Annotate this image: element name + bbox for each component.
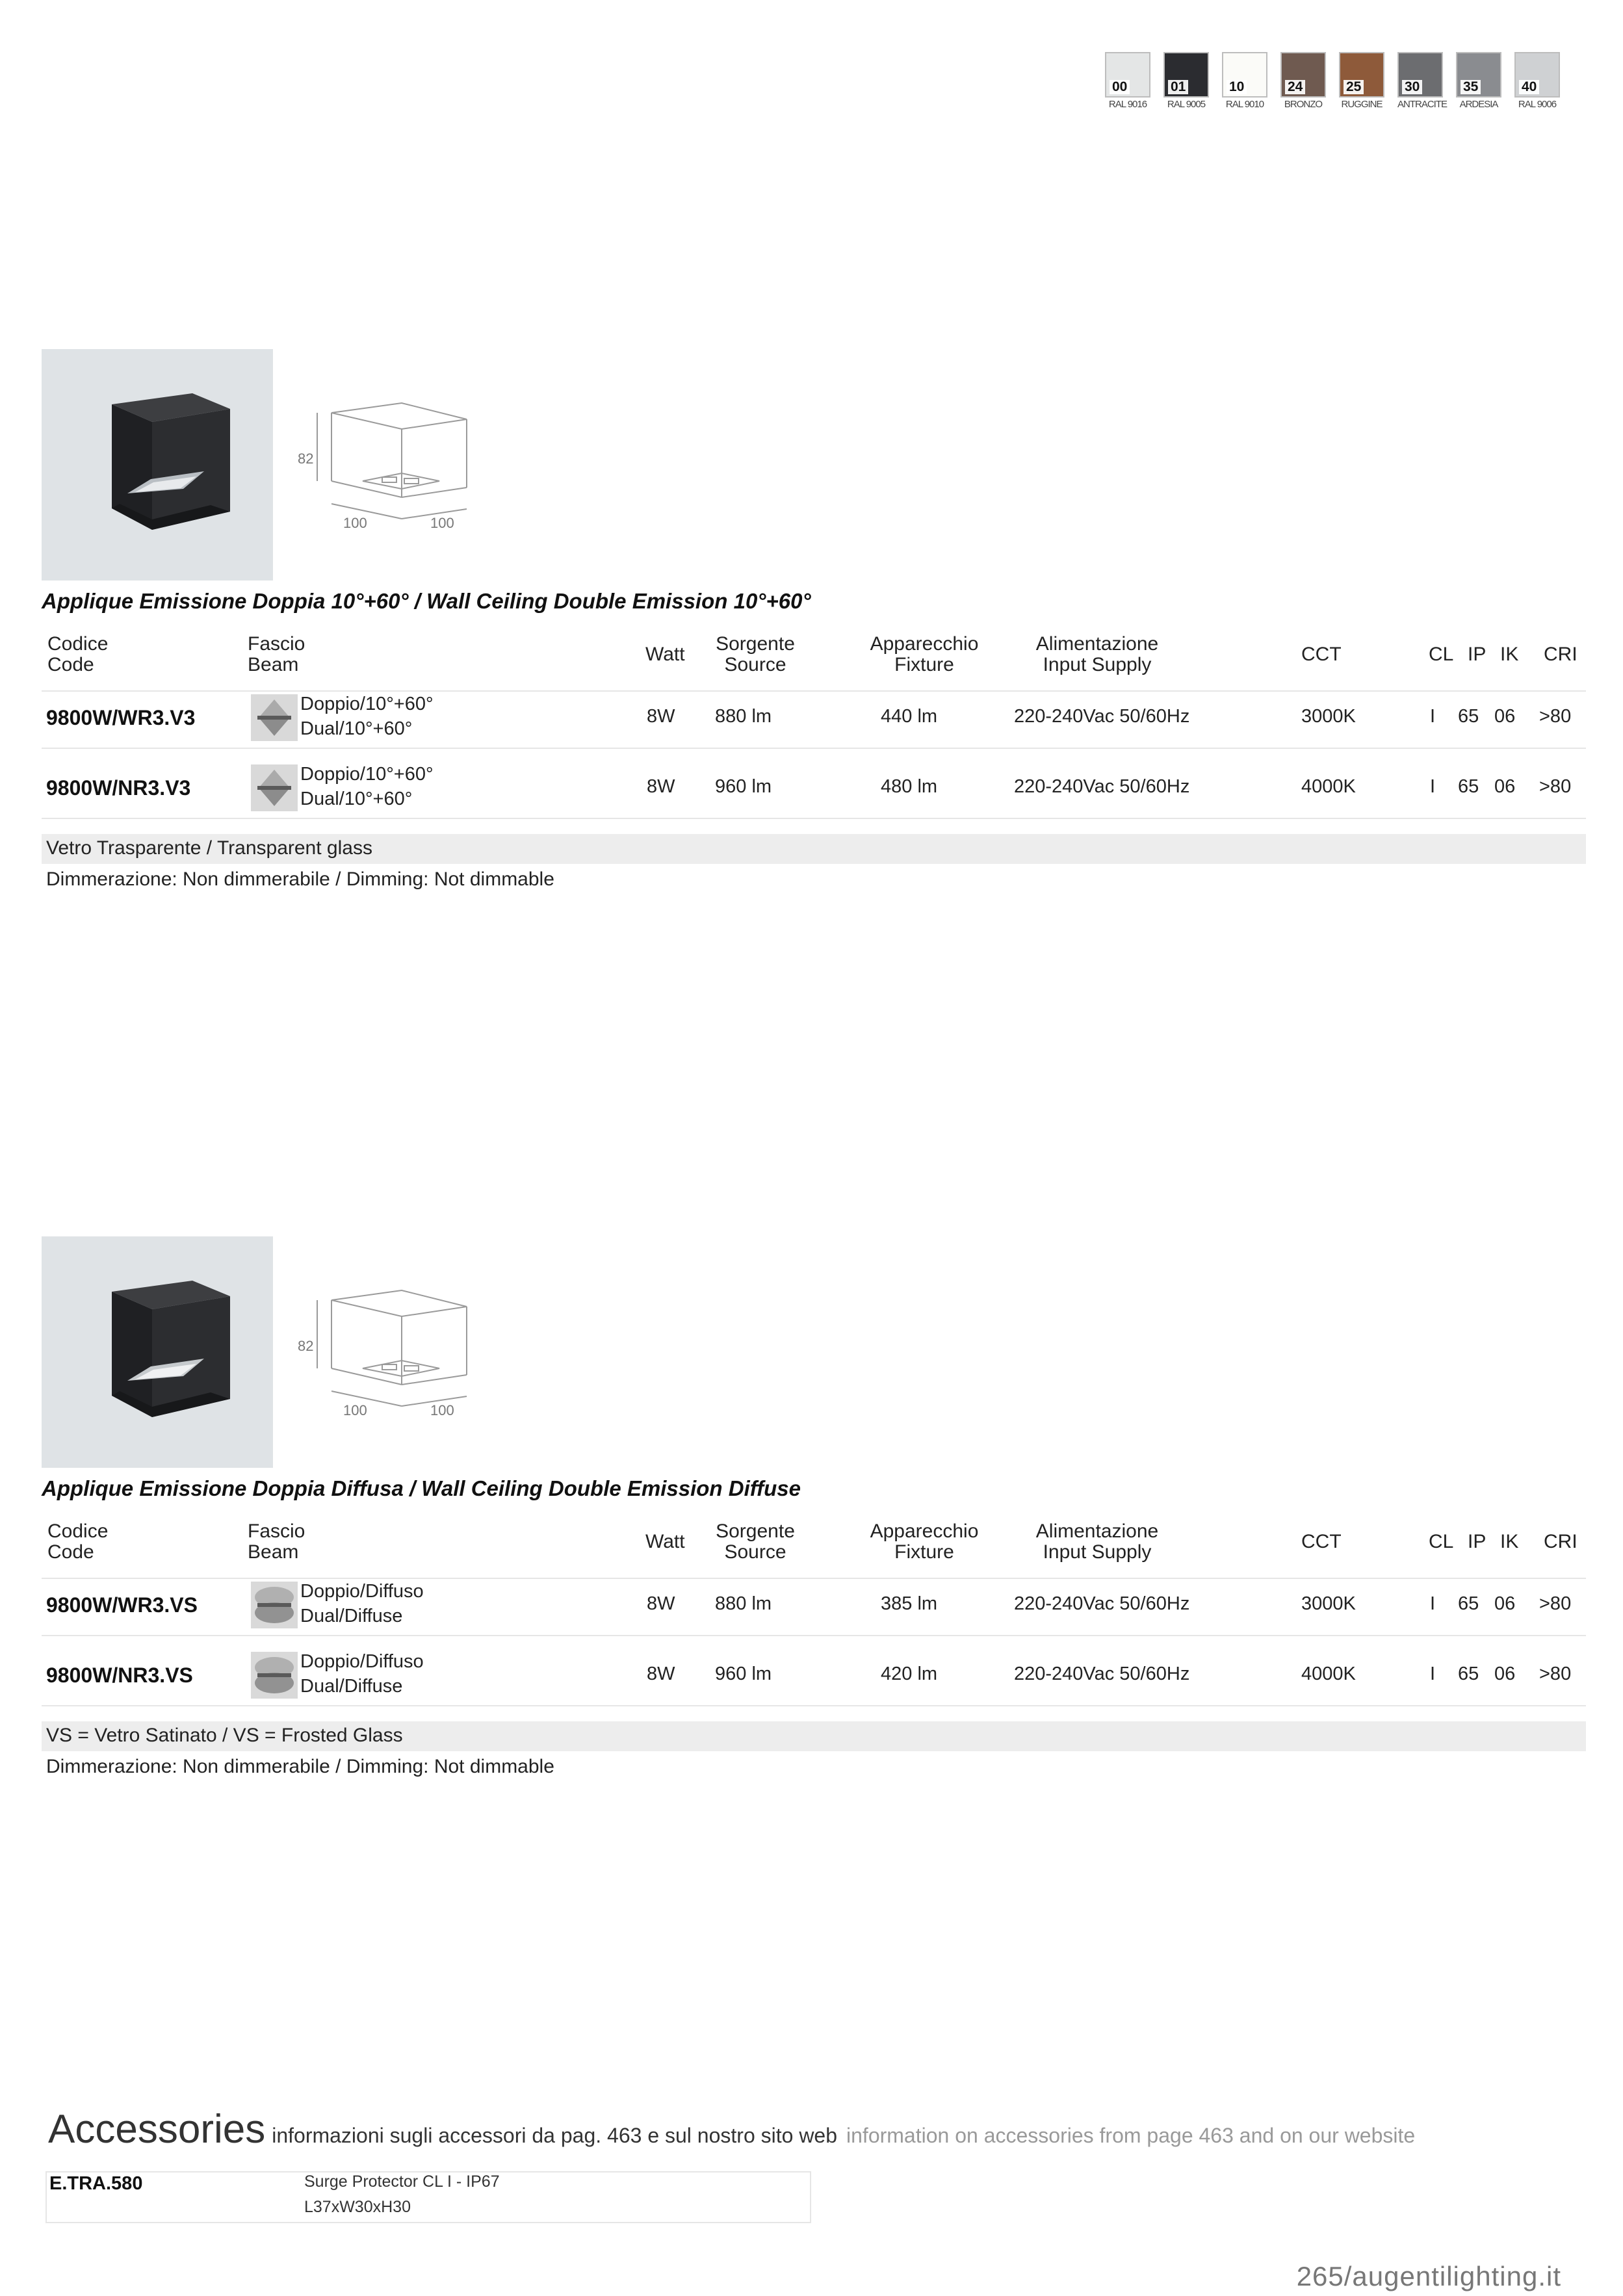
header-supply: Alimentazione Input Supply (1035, 1520, 1159, 1563)
beam-it: Doppio/10°+60° (300, 694, 434, 714)
header-code: Codice Code (47, 633, 109, 675)
beam-it: Doppio/10°+60° (300, 764, 434, 785)
row-divider (42, 690, 1586, 692)
ip-value: 65 (1458, 1663, 1479, 1684)
accessories-title: Accessories (48, 2107, 266, 2152)
source-value: 960 lm (715, 1663, 772, 1684)
beam-it: Doppio/Diffuso (300, 1581, 424, 1602)
dimension-depth: 100 (430, 515, 454, 531)
header-code: Codice Code (47, 1520, 109, 1563)
header-watt: Watt (645, 644, 685, 665)
finish-swatch (1514, 52, 1560, 110)
header-cct: CCT (1301, 644, 1342, 665)
header-source: Sorgente Source (716, 633, 795, 675)
header-fixture: Apparecchio Fixture (870, 633, 979, 675)
finish-code: 10 (1227, 80, 1247, 94)
finish-code: 25 (1344, 80, 1364, 94)
product-code: 9800W/NR3.VS (46, 1663, 193, 1687)
dimension-drawing-icon (291, 390, 506, 540)
dimension-drawing-icon (291, 1277, 506, 1427)
watt-value: 8W (647, 1663, 675, 1684)
finish-chip (1280, 52, 1326, 98)
supply-value: 220-240Vac 50/60Hz (1014, 706, 1190, 727)
accessories-subtitle-it: informazioni sugli accessori da pag. 463 e sul nostro sito web (272, 2124, 838, 2147)
cri-value: >80 (1539, 1663, 1572, 1684)
beam-en: Dual/10°+60° (300, 718, 413, 739)
finish-swatch (1105, 52, 1150, 110)
finish-chip (1222, 52, 1267, 98)
header-beam: Fascio Beam (248, 633, 305, 675)
cri-value: >80 (1539, 1593, 1572, 1614)
header-supply: Alimentazione Input Supply (1035, 633, 1159, 675)
finish-code: 35 (1461, 80, 1481, 94)
product-photo (42, 1236, 273, 1468)
finish-swatches (1105, 52, 1560, 110)
header-ip: IP (1468, 1531, 1487, 1552)
source-value: 880 lm (715, 706, 772, 727)
product-code: 9800W/NR3.V3 (46, 776, 191, 800)
finish-chip (1163, 52, 1209, 98)
cct-value: 3000K (1301, 706, 1356, 727)
supply-value: 220-240Vac 50/60Hz (1014, 1663, 1190, 1684)
finish-code: 40 (1519, 80, 1539, 94)
ik-value: 06 (1494, 776, 1516, 797)
header-cl: CL (1429, 644, 1454, 665)
section-title: Applique Emissione Doppia 10°+60° / Wall Ceiling Double Emission 10°+60° (42, 589, 811, 613)
header-source: Sorgente Source (716, 1520, 795, 1563)
accessory-code: E.TRA.580 (49, 2173, 143, 2194)
cl-value: I (1430, 1593, 1436, 1614)
accessory-size: L37xW30xH30 (304, 2198, 411, 2216)
section-title: Applique Emissione Doppia Diffusa / Wall Ceiling Double Emission Diffuse (42, 1476, 801, 1500)
finish-chip (1105, 52, 1150, 98)
product-photo (42, 349, 273, 581)
watt-value: 8W (647, 706, 675, 727)
ik-value: 06 (1494, 1663, 1516, 1684)
ik-value: 06 (1494, 1593, 1516, 1614)
finish-ral: BRONZO (1284, 99, 1323, 110)
finish-ral: RUGGINE (1341, 99, 1383, 110)
finish-code: 00 (1110, 80, 1130, 94)
dimension-depth: 100 (430, 1402, 454, 1418)
product-code: 9800W/WR3.V3 (46, 706, 196, 729)
cri-value: >80 (1539, 776, 1572, 797)
finish-ral: RAL 9016 (1108, 99, 1147, 110)
accessory-desc: Surge Protector CL I - IP67 (304, 2172, 500, 2191)
header-cct: CCT (1301, 1531, 1342, 1552)
header-fixture: Apparecchio Fixture (870, 1520, 979, 1563)
header-cri: CRI (1544, 644, 1578, 665)
row-divider (42, 1705, 1586, 1706)
watt-value: 8W (647, 776, 675, 797)
header-ip: IP (1468, 644, 1487, 665)
supply-value: 220-240Vac 50/60Hz (1014, 776, 1190, 797)
glass-note: Vetro Trasparente / Transparent glass (46, 837, 372, 859)
finish-swatch (1397, 52, 1448, 110)
watt-value: 8W (647, 1593, 675, 1614)
dual-beam-icon (251, 694, 298, 741)
finish-chip (1339, 52, 1384, 98)
page-footer: 265/augentilighting.it (1296, 2261, 1561, 2291)
finish-ral: RAL 9006 (1518, 99, 1557, 110)
source-value: 960 lm (715, 776, 772, 797)
cct-value: 4000K (1301, 1663, 1356, 1684)
cct-value: 4000K (1301, 776, 1356, 797)
dimension-height: 82 (298, 1338, 314, 1354)
supply-value: 220-240Vac 50/60Hz (1014, 1593, 1190, 1614)
row-divider (42, 748, 1586, 749)
product-code: 9800W/WR3.VS (46, 1593, 198, 1617)
finish-ral: RAL 9010 (1225, 99, 1264, 110)
finish-swatch (1222, 52, 1267, 110)
ip-value: 65 (1458, 1593, 1479, 1614)
fixture-value: 440 lm (881, 706, 938, 727)
cct-value: 3000K (1301, 1593, 1356, 1614)
source-value: 880 lm (715, 1593, 772, 1614)
finish-code: 30 (1402, 80, 1422, 94)
accessories-heading (48, 2106, 1415, 2152)
ip-value: 65 (1458, 706, 1479, 727)
diffuse-beam-icon (251, 1582, 298, 1628)
diffuse-beam-icon (251, 1652, 298, 1699)
fixture-value: 385 lm (881, 1593, 938, 1614)
beam-en: Dual/Diffuse (300, 1676, 403, 1697)
cl-value: I (1430, 776, 1436, 797)
finish-ral: ANTRACITE (1397, 99, 1448, 110)
technical-drawing (291, 390, 506, 543)
lamp-photo-icon (42, 1236, 273, 1468)
dimension-height: 82 (298, 450, 314, 467)
technical-drawing (291, 1277, 506, 1430)
header-watt: Watt (645, 1531, 685, 1552)
finish-ral: ARDESIA (1459, 99, 1498, 110)
beam-en: Dual/Diffuse (300, 1606, 403, 1626)
header-ik: IK (1500, 644, 1519, 665)
row-divider (42, 1635, 1586, 1636)
lamp-photo-icon (42, 349, 273, 581)
finish-code: 01 (1168, 80, 1188, 94)
dimension-width: 100 (343, 1402, 367, 1418)
dimension-width: 100 (343, 515, 367, 531)
finish-swatch (1163, 52, 1209, 110)
dimming-note: Dimmerazione: Non dimmerabile / Dimming: Not dimmable (46, 1756, 554, 1777)
finish-swatch (1456, 52, 1501, 110)
fixture-value: 420 lm (881, 1663, 938, 1684)
finish-chip (1514, 52, 1560, 98)
glass-note: VS = Vetro Satinato / VS = Frosted Glass (46, 1725, 403, 1746)
dual-beam-icon (251, 764, 298, 811)
header-ik: IK (1500, 1531, 1519, 1552)
ip-value: 65 (1458, 776, 1479, 797)
header-beam: Fascio Beam (248, 1520, 305, 1563)
finish-ral: RAL 9005 (1167, 99, 1206, 110)
header-cl: CL (1429, 1531, 1454, 1552)
ik-value: 06 (1494, 706, 1516, 727)
accessories-subtitle-en: information on accessories from page 463 and on our website (846, 2124, 1416, 2147)
finish-chip (1456, 52, 1501, 98)
dimming-note: Dimmerazione: Non dimmerabile / Dimming: Not dimmable (46, 868, 554, 890)
finish-code: 24 (1285, 80, 1305, 94)
row-divider (42, 1578, 1586, 1579)
finish-chip (1397, 52, 1443, 98)
beam-it: Doppio/Diffuso (300, 1651, 424, 1672)
cl-value: I (1430, 1663, 1436, 1684)
finish-swatch (1339, 52, 1384, 110)
header-cri: CRI (1544, 1531, 1578, 1552)
finish-swatch (1280, 52, 1326, 110)
beam-en: Dual/10°+60° (300, 789, 413, 809)
row-divider (42, 818, 1586, 819)
cl-value: I (1430, 706, 1436, 727)
cri-value: >80 (1539, 706, 1572, 727)
fixture-value: 480 lm (881, 776, 938, 797)
